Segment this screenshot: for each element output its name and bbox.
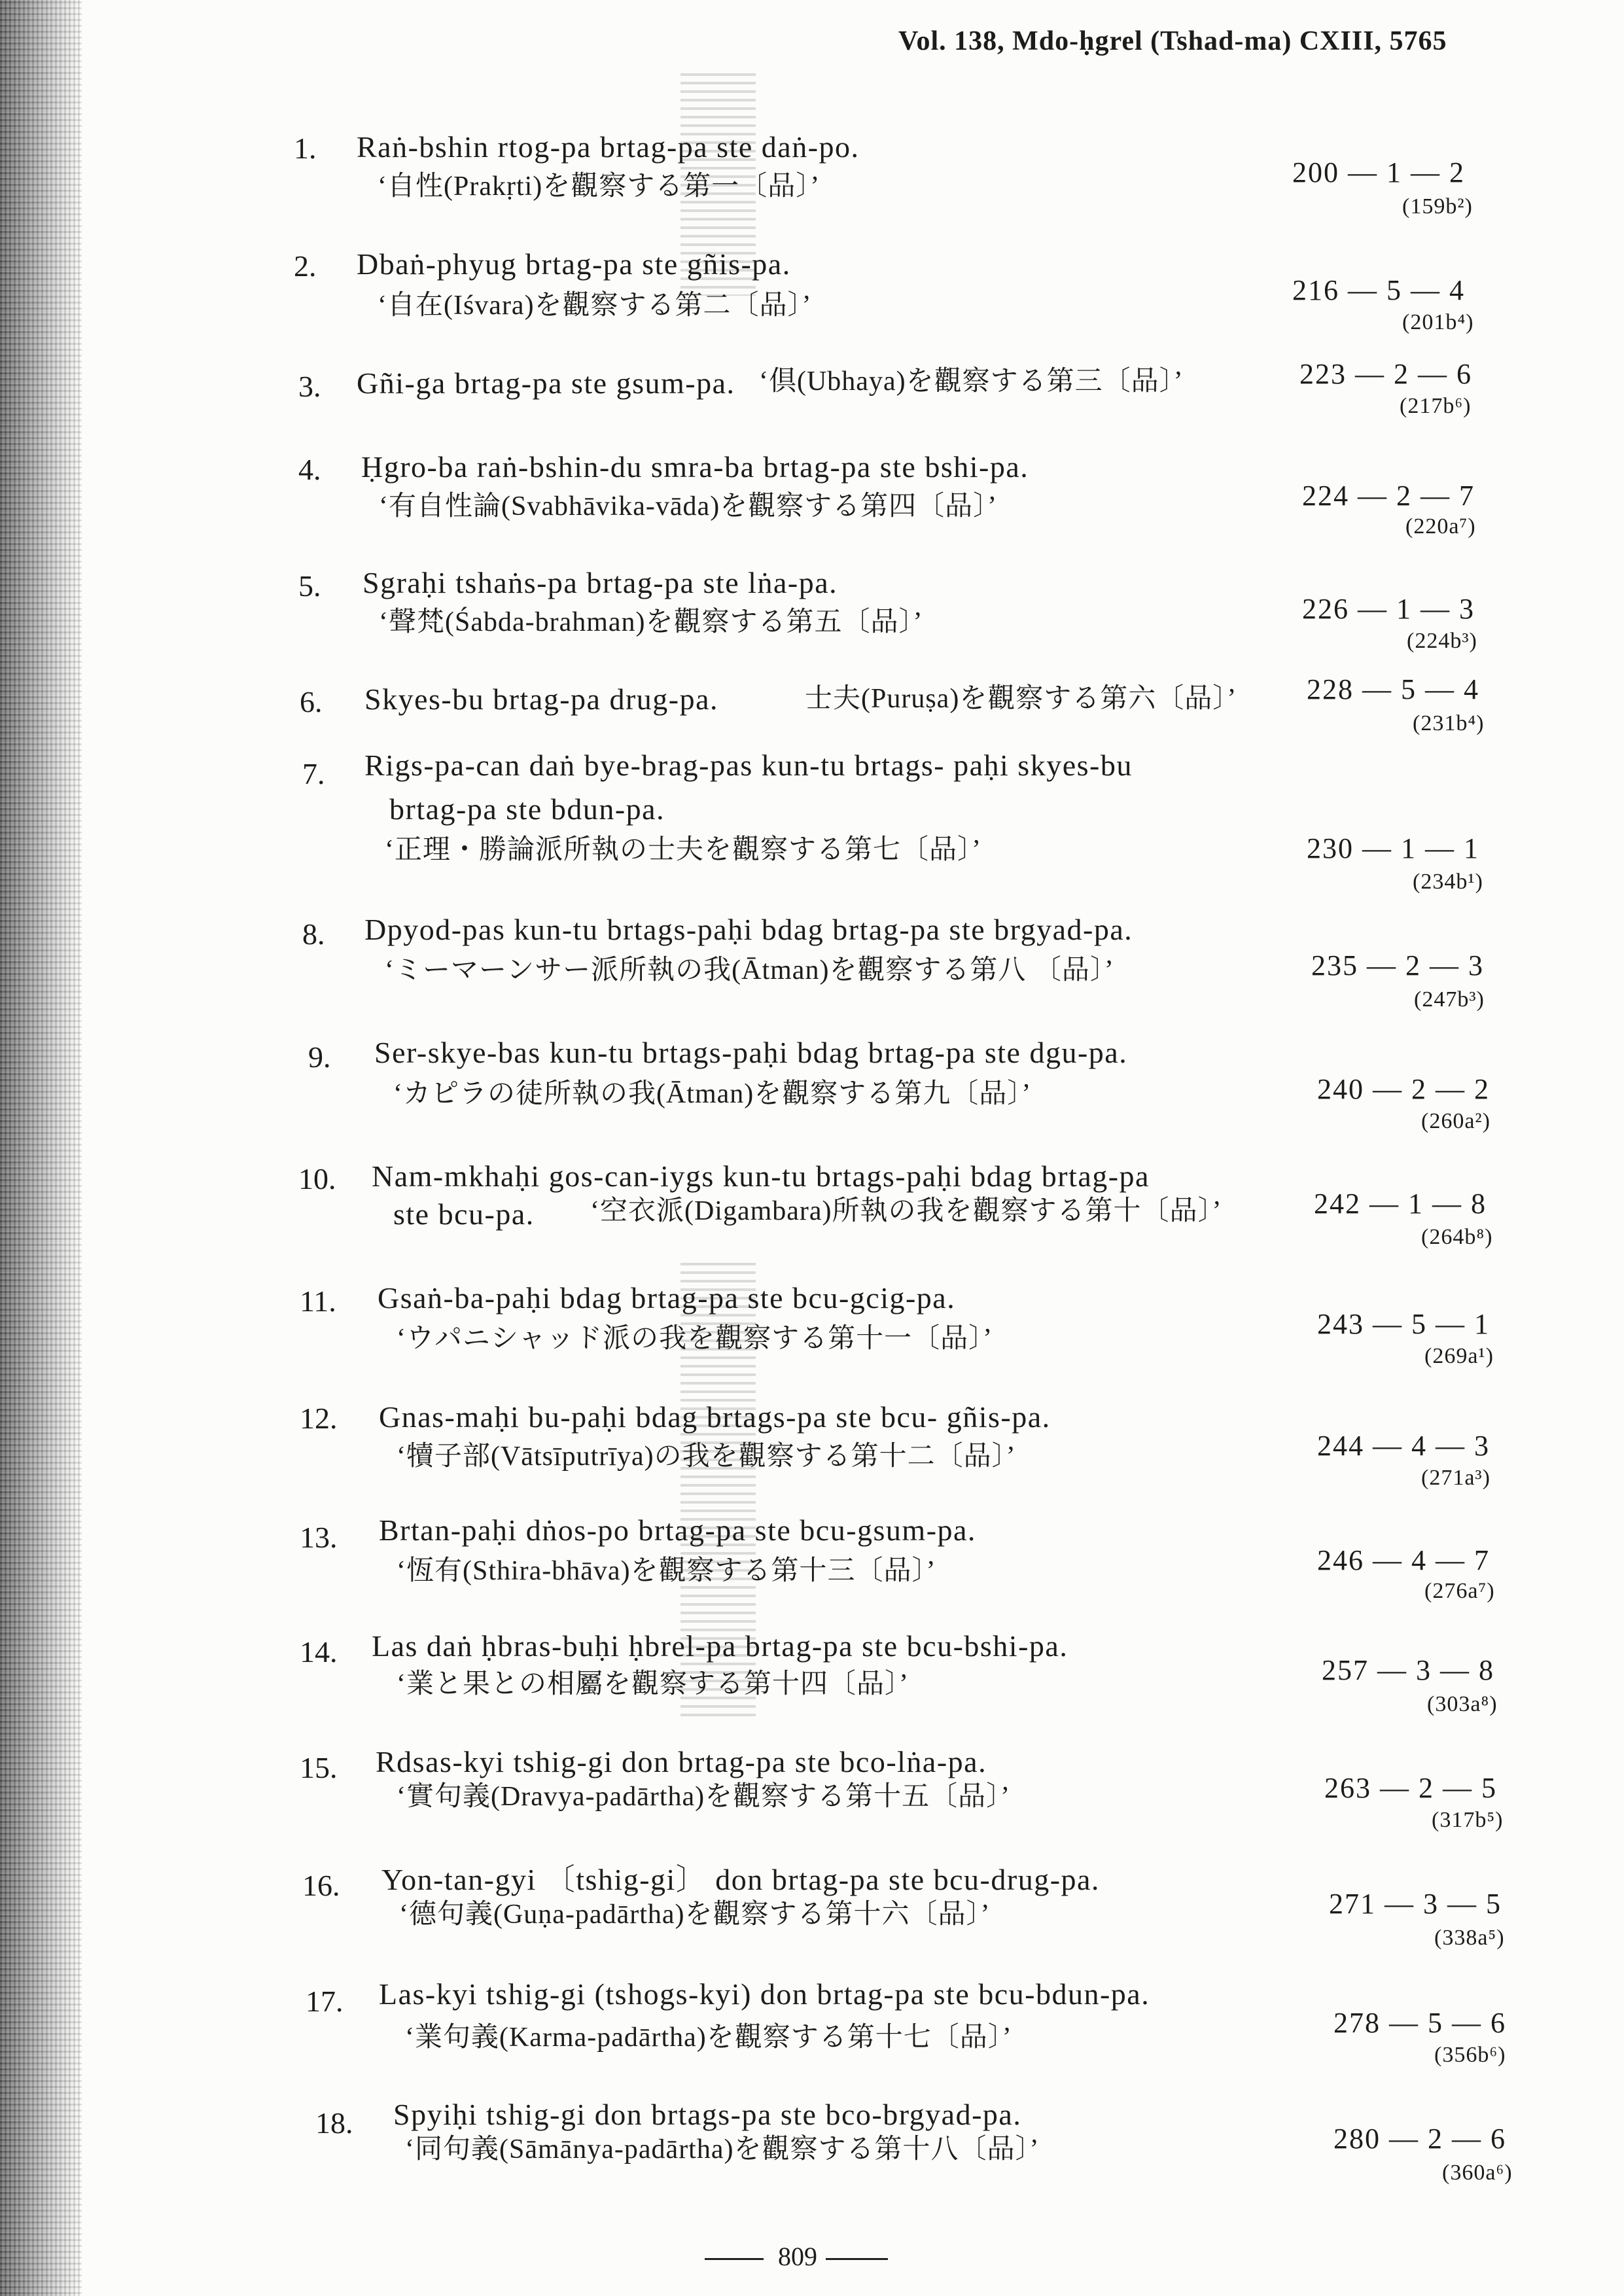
entry-number: 14. xyxy=(300,1635,338,1669)
entry-folio-reference: (264b⁸) xyxy=(1421,1225,1493,1249)
footer-rule-left xyxy=(705,2258,764,2260)
entry-tibetan-title-line: Spyiḥi tshig-gi don brtags-pa ste bco-brgyad-pa. xyxy=(393,2098,1022,2131)
entry-folio-reference: (356b⁶) xyxy=(1434,2043,1506,2067)
entry-folio-reference: (231b⁴) xyxy=(1413,711,1485,735)
entry-number: 11. xyxy=(300,1284,336,1318)
entry-number: 9. xyxy=(308,1040,331,1074)
entry-number: 18. xyxy=(315,2106,353,2140)
entry-japanese-title: ‘正理・勝論派所執の士夫を觀察する第七〔品〕’ xyxy=(385,835,981,865)
entry-japanese-title: ‘倶(Ubhaya)を觀察する第三〔品〕’ xyxy=(759,366,1184,397)
entry-japanese-title: ‘業と果との相屬を觀察する第十四〔品〕’ xyxy=(397,1669,909,1699)
entry-number: 16. xyxy=(302,1869,340,1902)
entry-folio-reference: (247b³) xyxy=(1414,987,1485,1012)
entry-tibetan-title-line: Sgraḥi tshaṅs-pa brtag-pa ste lṅa-pa. xyxy=(362,566,838,599)
entry-page-reference: 243 — 5 — 1 xyxy=(1317,1308,1490,1340)
entry-tibetan-title-line: Gsaṅ-ba-paḥi bdag brtag-pa ste bcu-gcig-pa. xyxy=(378,1281,956,1315)
entry-page-reference: 228 — 5 — 4 xyxy=(1307,673,1479,705)
entry-folio-reference: (303a⁸) xyxy=(1427,1692,1498,1716)
entry-folio-reference: (338a⁵) xyxy=(1434,1926,1505,1950)
entry-page-reference: 242 — 1 — 8 xyxy=(1314,1188,1487,1220)
entry-japanese-title: ‘空衣派(Digambara)所執の我を觀察する第十〔品〕’ xyxy=(590,1196,1222,1226)
entry-japanese-title: ‘聲梵(Śabda-brahman)を觀察する第五〔品〕’ xyxy=(379,607,923,637)
entry-japanese-title: ‘犢子部(Vātsīputrīya)の我を觀察する第十二〔品〕’ xyxy=(397,1441,1016,1472)
entry-tibetan-title-line: Dpyod-pas kun-tu brtags-paḥi bdag brtag-pa ste brgyad-pa. xyxy=(364,913,1133,946)
page-number: 809 xyxy=(778,2242,817,2271)
entry-number: 15. xyxy=(300,1751,338,1784)
entry-tibetan-title-line: Gñi-ga brtag-pa ste gsum-pa. xyxy=(357,366,735,400)
entry-number: 10. xyxy=(298,1162,336,1195)
entry-number: 4. xyxy=(298,453,321,486)
entry-folio-reference: (269a¹) xyxy=(1424,1344,1494,1368)
running-header: Vol. 138, Mdo-ḥgrel (Tshad-ma) CXIII, 5765 xyxy=(898,26,1447,56)
entry-folio-reference: (360a⁶) xyxy=(1442,2161,1513,2185)
entry-japanese-title: ‘カピラの徒所執の我(Ātman)を觀察する第九〔品〕’ xyxy=(393,1079,1032,1109)
entry-tibetan-title-line: brtag-pa ste bdun-pa. xyxy=(389,792,665,826)
entry-japanese-title: ‘ウパニシャッド派の我を觀察する第十一〔品〕’ xyxy=(397,1324,993,1354)
entry-number: 8. xyxy=(302,917,325,951)
entry-tibetan-title-line: Dbaṅ-phyug brtag-pa ste gñis-pa. xyxy=(357,247,791,281)
entry-page-reference: 278 — 5 — 6 xyxy=(1333,2007,1506,2039)
entry-folio-reference: (317b⁵) xyxy=(1432,1808,1504,1832)
entry-folio-reference: (220a⁷) xyxy=(1405,514,1476,539)
entry-japanese-title: ‘自在(Iśvara)を觀察する第二〔品〕’ xyxy=(378,291,812,321)
entry-tibetan-title-line: Raṅ-bshin rtog-pa brtag-pa ste daṅ-po. xyxy=(357,130,860,164)
entry-page-reference: 216 — 5 — 4 xyxy=(1292,274,1465,306)
entry-page-reference: 244 — 4 — 3 xyxy=(1317,1430,1490,1462)
entry-japanese-title: 士夫(Puruṣa)を觀察する第六〔品〕’ xyxy=(805,684,1237,714)
entry-page-reference: 271 — 3 — 5 xyxy=(1329,1888,1502,1920)
entry-page-reference: 226 — 1 — 3 xyxy=(1302,593,1475,625)
entry-page-reference: 230 — 1 — 1 xyxy=(1307,832,1479,864)
entry-folio-reference: (201b⁴) xyxy=(1402,310,1474,334)
entry-tibetan-title-line: Skyes-bu brtag-pa drug-pa. xyxy=(364,682,719,716)
entry-folio-reference: (159b²) xyxy=(1402,194,1473,219)
entry-tibetan-title-line: Las-kyi tshig-gi (tshogs-kyi) don brtag-pa ste bcu-bdun-pa. xyxy=(379,1977,1150,2011)
entry-page-reference: 246 — 4 — 7 xyxy=(1317,1544,1490,1576)
entry-japanese-title: ‘業句義(Karma-padārtha)を觀察する第十七〔品〕’ xyxy=(405,2022,1012,2053)
entry-tibetan-title-line: Ḥgro-ba raṅ-bshin-du smra-ba brtag-pa ste bshi-pa. xyxy=(361,450,1029,484)
entry-number: 12. xyxy=(300,1402,338,1435)
entry-tibetan-title-line: Gnas-maḥi bu-paḥi bdag brtags-pa ste bcu- gñis-pa. xyxy=(379,1400,1051,1434)
entry-page-reference: 280 — 2 — 6 xyxy=(1333,2123,1506,2155)
entry-number: 5. xyxy=(298,569,321,603)
entry-tibetan-title-line: Ser-skye-bas kun-tu brtags-paḥi bdag brtag-pa ste dgu-pa. xyxy=(374,1036,1128,1069)
entry-number: 13. xyxy=(300,1521,338,1554)
entry-page-reference: 240 — 2 — 2 xyxy=(1317,1073,1490,1105)
entry-japanese-title: ‘德句義(Guṇa-padārtha)を觀察する第十六〔品〕’ xyxy=(399,1899,991,1930)
entry-tibetan-title-line: Rdsas-kyi tshig-gi don brtag-pa ste bco-lṅa-pa. xyxy=(376,1745,987,1778)
entry-tibetan-title-line: ste bcu-pa. xyxy=(393,1197,535,1231)
entry-folio-reference: (217b⁶) xyxy=(1400,394,1472,418)
entry-page-reference: 200 — 1 — 2 xyxy=(1292,156,1465,188)
entry-page-reference: 235 — 2 — 3 xyxy=(1311,949,1484,981)
entry-folio-reference: (224b³) xyxy=(1407,629,1477,653)
entry-tibetan-title-line: Las daṅ ḥbras-buḥi ḥbrel-pa brtag-pa ste bcu-bshi-pa. xyxy=(372,1629,1068,1663)
entry-number: 1. xyxy=(294,132,317,165)
entry-folio-reference: (271a³) xyxy=(1421,1466,1491,1490)
entry-number: 7. xyxy=(302,757,325,790)
entry-number: 2. xyxy=(294,249,317,283)
footer-rule-right xyxy=(826,2258,888,2260)
entry-page-reference: 223 — 2 — 6 xyxy=(1299,358,1472,390)
entry-number: 17. xyxy=(306,1985,344,2018)
scan-edge-shadow xyxy=(0,0,82,2296)
entry-tibetan-title-line: Rigs-pa-can daṅ bye-brag-pas kun-tu brtags- paḥi skyes-bu xyxy=(364,749,1133,782)
entry-page-reference: 224 — 2 — 7 xyxy=(1302,480,1475,512)
entry-japanese-title: ‘自性(Prakṛti)を觀察する第一〔品〕’ xyxy=(378,171,821,202)
entry-page-reference: 257 — 3 — 8 xyxy=(1322,1654,1494,1686)
entry-page-reference: 263 — 2 — 5 xyxy=(1324,1772,1497,1804)
entry-japanese-title: ‘同句義(Sāmānya-padārtha)を觀察する第十八〔品〕’ xyxy=(405,2134,1040,2164)
entry-folio-reference: (276a⁷) xyxy=(1424,1579,1495,1603)
entry-tibetan-title-line: Yon-tan-gyi 〔tshig-gi〕 don brtag-pa ste bcu-drug-pa. xyxy=(381,1863,1100,1896)
entry-tibetan-title-line: Brtan-paḥi dṅos-po brtag-pa ste bcu-gsum-pa. xyxy=(379,1513,976,1547)
entry-number: 3. xyxy=(298,370,321,403)
entry-japanese-title: ‘實句義(Dravya-padārtha)を觀察する第十五〔品〕’ xyxy=(397,1782,1011,1812)
entry-number: 6. xyxy=(300,685,323,718)
entry-folio-reference: (260a²) xyxy=(1421,1109,1491,1133)
entry-folio-reference: (234b¹) xyxy=(1413,870,1483,894)
entry-japanese-title: ‘有自性論(Svabhāvika-vāda)を觀察する第四〔品〕’ xyxy=(379,491,998,521)
entry-japanese-title: ‘ミーマーンサー派所執の我(Ātman)を觀察する第八 〔品〕’ xyxy=(385,955,1114,985)
entry-tibetan-title-line: Nam-mkhaḥi gos-can-iygs kun-tu brtags-paḥi bdag brtag-pa xyxy=(372,1159,1150,1193)
entry-japanese-title: ‘恆有(Sthira-bhāva)を觀察する第十三〔品〕’ xyxy=(397,1556,936,1586)
